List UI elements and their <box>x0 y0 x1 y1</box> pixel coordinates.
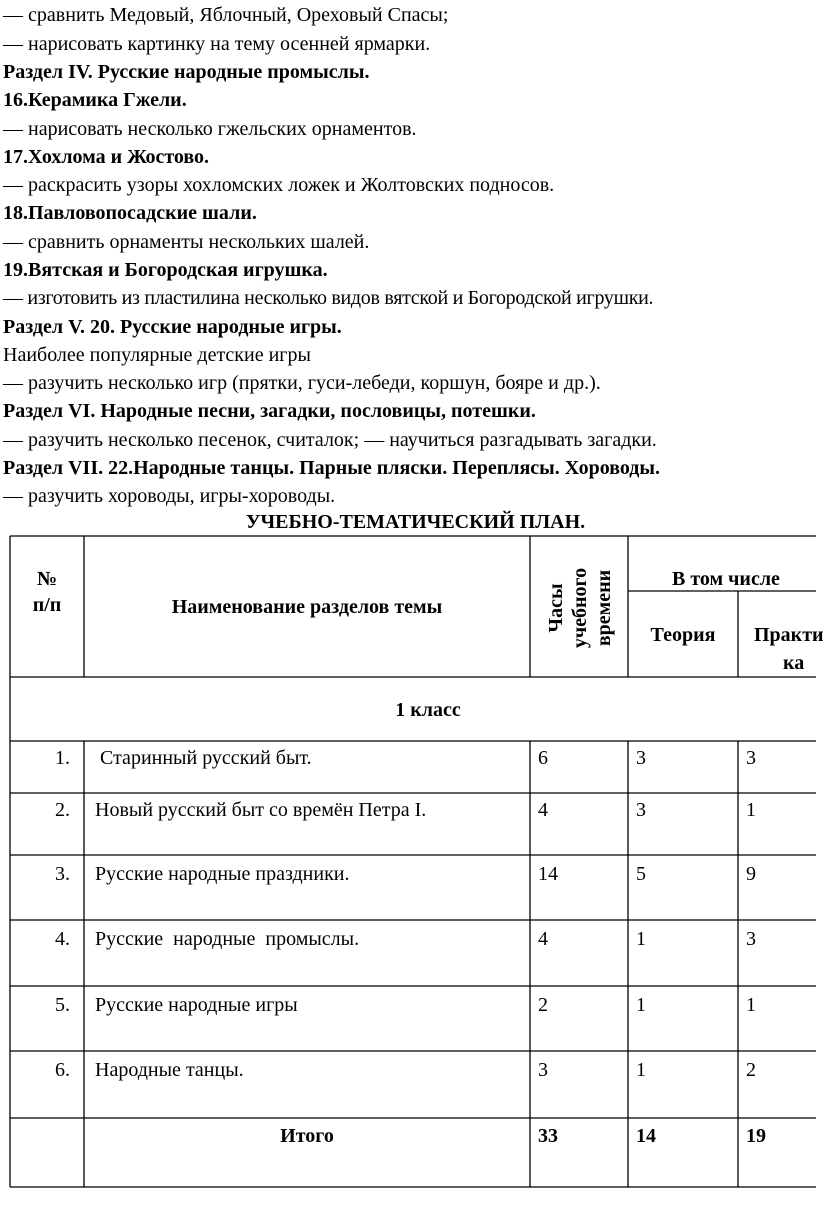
row-theory: 5 <box>636 863 646 885</box>
text-line: — изготовить из пластилина несколько видов вятской и Богородской игрушки. <box>3 287 654 309</box>
row-number: 6. <box>55 1059 70 1081</box>
text-line: — нарисовать картинку на тему осенней ярмарки. <box>3 33 431 55</box>
row-number: 4. <box>55 928 70 950</box>
row-theory: 1 <box>636 994 646 1016</box>
header-section-name: Наименование разделов темы <box>171 596 443 618</box>
row-name: Русские народные игры <box>95 994 298 1016</box>
text-line: — разучить несколько игр (прятки, гуси-лебеди, коршун, бояре и др.). <box>3 372 601 394</box>
row-number: 3. <box>55 863 70 885</box>
section-heading: Раздел VII. 22.Народные танцы. Парные пляски. Переплясы. Хороводы. <box>3 457 661 479</box>
total-practice: 19 <box>746 1125 766 1147</box>
row-name: Новый русский быт со времён Петра I. <box>95 799 427 821</box>
topic-heading: 16.Керамика Гжели. <box>3 89 187 111</box>
text-line: — нарисовать несколько гжельских орнаментов. <box>3 118 417 140</box>
header-hours: Часы учебного времени <box>545 567 615 648</box>
header-practice: Практи <box>754 624 824 646</box>
row-name: Народные танцы. <box>95 1059 244 1081</box>
header-theory: Теория <box>650 624 716 646</box>
topic-heading: 17.Хохлома и Жостово. <box>3 146 210 168</box>
class-section-row: 1 класс <box>395 699 461 721</box>
row-theory: 1 <box>636 928 646 950</box>
row-name: Старинный русский быт. <box>95 747 312 769</box>
row-practice: 3 <box>746 747 756 769</box>
row-hours: 2 <box>538 994 548 1016</box>
row-hours: 6 <box>538 747 548 769</box>
section-heading: Раздел IV. Русские народные промыслы. <box>3 61 370 83</box>
row-practice: 3 <box>746 928 756 950</box>
row-number: 2. <box>55 799 70 821</box>
text-line: — разучить хороводы, игры-хороводы. <box>3 485 336 507</box>
text-line: — разучить несколько песенок, считалок; — научиться разгадывать загадки. <box>3 429 657 451</box>
row-name: Русские народные праздники. <box>95 863 350 885</box>
row-practice: 1 <box>746 799 756 821</box>
text-line: — сравнить орнаменты нескольких шалей. <box>3 231 370 253</box>
header-practice-cont: ка <box>783 652 805 674</box>
row-name: Русские народные промыслы. <box>95 928 360 950</box>
row-number: 1. <box>55 747 70 769</box>
row-practice: 1 <box>746 994 756 1016</box>
topic-heading: 18.Павловопосадские шали. <box>3 202 257 224</box>
text-line: Наиболее популярные детские игры <box>3 344 311 366</box>
total-theory: 14 <box>636 1125 656 1147</box>
row-theory: 3 <box>636 747 646 769</box>
row-hours: 4 <box>538 799 548 821</box>
plan-title: УЧЕБНО-ТЕМАТИЧЕСКИЙ ПЛАН. <box>245 511 586 533</box>
row-theory: 1 <box>636 1059 646 1081</box>
header-including: В том числе <box>672 568 780 590</box>
row-hours: 3 <box>538 1059 548 1081</box>
total-hours: 33 <box>538 1125 558 1147</box>
row-practice: 2 <box>746 1059 756 1081</box>
row-theory: 3 <box>636 799 646 821</box>
section-heading: Раздел V. 20. Русские народные игры. <box>3 316 342 338</box>
topic-heading: 19.Вятская и Богородская игрушка. <box>3 259 328 281</box>
text-line: — раскрасить узоры хохломских ложек и Жолтовских подносов. <box>3 174 555 196</box>
header-number: № п/п <box>32 568 62 616</box>
row-practice: 9 <box>746 863 756 885</box>
row-hours: 4 <box>538 928 548 950</box>
row-number: 5. <box>55 994 70 1016</box>
row-hours: 14 <box>538 863 558 885</box>
total-label: Итого <box>280 1125 334 1147</box>
section-heading: Раздел VI. Народные песни, загадки, пословицы, потешки. <box>3 400 536 422</box>
text-line: — сравнить Медовый, Яблочный, Ореховый Спасы; <box>3 4 449 26</box>
